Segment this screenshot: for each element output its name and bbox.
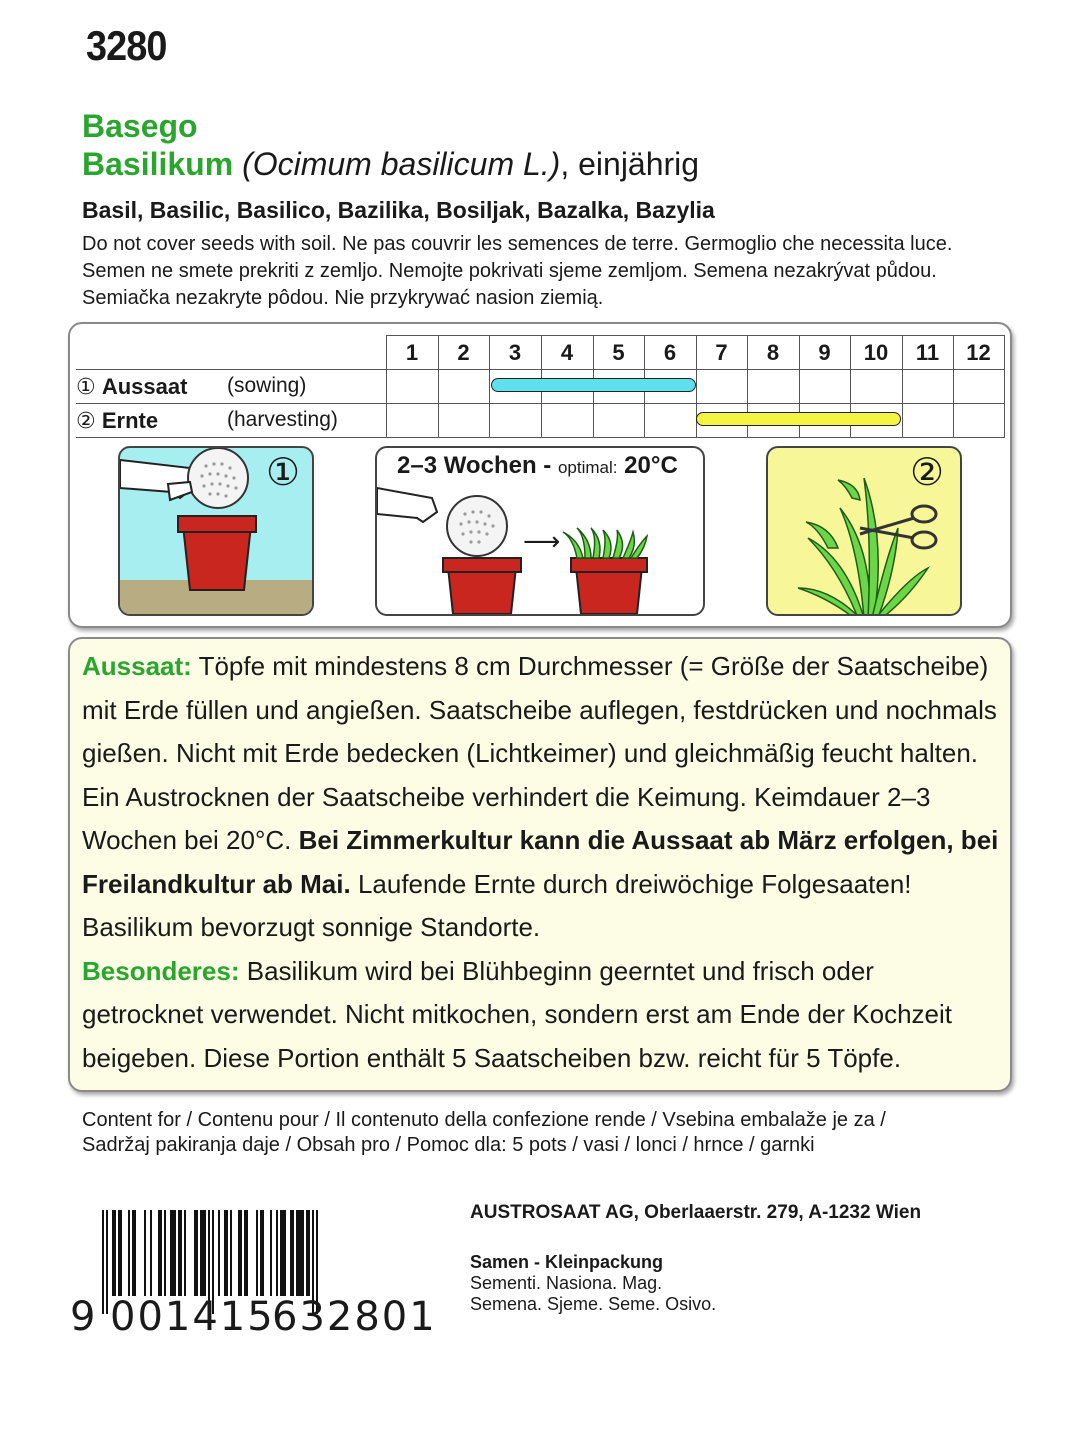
optimal-label: optimal: <box>557 458 618 477</box>
barcode-bar <box>184 1210 186 1296</box>
sowing-period-bar <box>491 378 696 392</box>
note-line: Semen ne smete prekriti z zemljo. Nemojte pokrivati sjeme zemljom. Semena nezakrývat půdou. <box>82 260 937 282</box>
barcode-bar <box>296 1210 304 1296</box>
barcode-bar <box>170 1210 176 1296</box>
row-number: ① <box>76 373 96 399</box>
latin-name: (Ocimum basilicum L.) <box>242 146 561 182</box>
barcode-bar <box>306 1210 310 1296</box>
month-cell: 3 <box>489 336 541 370</box>
month-cell: 8 <box>747 336 799 370</box>
barcode-bar <box>260 1210 264 1296</box>
barcode-bar <box>200 1210 206 1296</box>
barcode-bar <box>238 1210 242 1296</box>
variety-name: Basego <box>82 108 198 144</box>
germination-illustration <box>375 446 705 616</box>
month-cell: 1 <box>386 336 438 370</box>
content-line: Content for / Contenu pour / Il contenuto della confezione rende / Vsebina embalaže je za / <box>82 1109 886 1131</box>
barcode-bar <box>270 1210 272 1296</box>
barcode-group-2: 632801 <box>272 1294 437 1340</box>
calendar-corner <box>76 336 386 370</box>
barcode-bar <box>290 1210 294 1296</box>
content-info <box>82 1108 1072 1158</box>
packaging-line: Semena. Sjeme. Seme. Osivo. <box>470 1294 717 1314</box>
step1-badge: ① <box>266 452 301 494</box>
barcode-bar <box>194 1210 198 1296</box>
company-address: AUSTROSAAT AG, Oberlaaerstr. 279, A-1232 Wien <box>470 1202 922 1223</box>
calendar-header-row <box>76 336 1004 370</box>
besonderes-label: Besonderes: <box>82 955 240 986</box>
barcode-bar <box>280 1210 286 1296</box>
plant-title <box>82 146 699 183</box>
barcode-group-1: 001415 <box>110 1294 275 1340</box>
barcode-bar <box>158 1210 162 1296</box>
light-germination-notes <box>82 231 1072 312</box>
month-cell: 7 <box>696 336 747 370</box>
month-cell: 2 <box>438 336 489 370</box>
month-cell: 5 <box>593 336 644 370</box>
barcode-first-digit: 9 <box>70 1294 96 1340</box>
product-code: 3280 <box>86 22 167 69</box>
barcode-bar <box>112 1210 116 1296</box>
barcode-bar <box>276 1210 278 1296</box>
packaging-title: Samen - Kleinpackung <box>470 1252 664 1272</box>
month-cell: 6 <box>644 336 696 370</box>
instructions-text <box>82 645 1002 1080</box>
barcode-guard-bar <box>102 1210 104 1314</box>
note-line: Semiačka nezakryte pôdou. Nie przykrywać nasion ziemią. <box>82 287 604 309</box>
month-cell: 11 <box>902 336 953 370</box>
packaging-info <box>470 1252 716 1315</box>
row-english: (harvesting) <box>227 407 338 431</box>
row-label-harvest <box>76 404 386 438</box>
harvest-period-bar <box>696 412 901 426</box>
month-cell: 4 <box>541 336 593 370</box>
barcode-bar <box>118 1210 122 1296</box>
aussaat-text-2: Laufende Ernte durch dreiwöchige Folgesaaten! Basilikum bevorzugt sonnige Standorte. <box>82 868 912 942</box>
aussaat-bold: Bei Zimmerkultur kann die Aussaat ab März erfolgen, bei Freilandkultur ab Mai. <box>82 825 999 899</box>
germination-temp: 20°C <box>624 452 678 479</box>
month-cell: 12 <box>953 336 1004 370</box>
barcode-bar <box>218 1210 220 1296</box>
barcode-bar <box>164 1210 166 1296</box>
barcode-guard-bar <box>106 1210 108 1314</box>
translated-names: Basil, Basilic, Basilico, Bazilika, Bosiljak, Bazalka, Bazylia <box>82 197 715 223</box>
barcode-bar <box>150 1210 152 1296</box>
month-cell: 9 <box>799 336 850 370</box>
packaging-line: Sementi. Nasiona. Mag. <box>470 1273 663 1293</box>
row-english: (sowing) <box>227 373 307 397</box>
barcode <box>70 1210 440 1340</box>
row-number: ② <box>76 407 96 433</box>
harvest-illustration <box>766 446 962 616</box>
barcode-bar <box>244 1210 248 1296</box>
row-label-sowing <box>76 370 386 404</box>
content-line: Sadržaj pakiranja daje / Obsah pro / Pomoc dla: 5 pots / vasi / lonci / hrnce / garnki <box>82 1134 815 1156</box>
germination-dash: - <box>543 452 552 479</box>
barcode-bar <box>230 1210 232 1296</box>
barcode-bar <box>256 1210 258 1296</box>
step2-badge: ② <box>910 452 945 494</box>
barcode-bar <box>132 1210 136 1296</box>
aussaat-label: Aussaat: <box>82 651 192 681</box>
sowing-illustration <box>118 446 314 616</box>
month-cell: 10 <box>850 336 902 370</box>
row-name: Aussaat <box>101 373 188 399</box>
plant-name: Basilikum <box>82 146 234 182</box>
barcode-bar <box>128 1210 130 1296</box>
barcode-bar <box>178 1210 182 1296</box>
barcode-bar <box>144 1210 146 1296</box>
germination-duration: 2–3 Wochen <box>397 452 537 479</box>
row-name: Ernte <box>101 407 159 433</box>
besonderes-text: Basilikum wird bei Blühbeginn geerntet und frisch oder getrocknet verwendet. Nicht mitkochen, sondern erst am Ende der Kochzeit beigeben. Diese Portion enthält 5 Saatscheiben bzw. reicht für 5 Töpfe. <box>82 955 952 1073</box>
barcode-bar <box>224 1210 228 1296</box>
aussaat-text: Töpfe mit mindestens 8 cm Durchmesser (= Größe der Saatscheibe) mit Erde füllen und angießen. Saatscheibe auflegen, festdrücken und nochmals gießen. Nicht mit Erde bedecken (Lichtkeimer) und gleichmäßig feucht halten. Ein Austrocknen der Saatscheibe verhindert die Keimung. Keimdauer 2–3 Wochen bei 20°C. <box>82 651 997 855</box>
arrow-icon: ⟶ <box>523 526 561 556</box>
note-line: Do not cover seeds with soil. Ne pas couvrir les semences de terre. Germoglio che necessita luce. <box>82 233 953 255</box>
lifecycle: , einjährig <box>560 146 700 182</box>
